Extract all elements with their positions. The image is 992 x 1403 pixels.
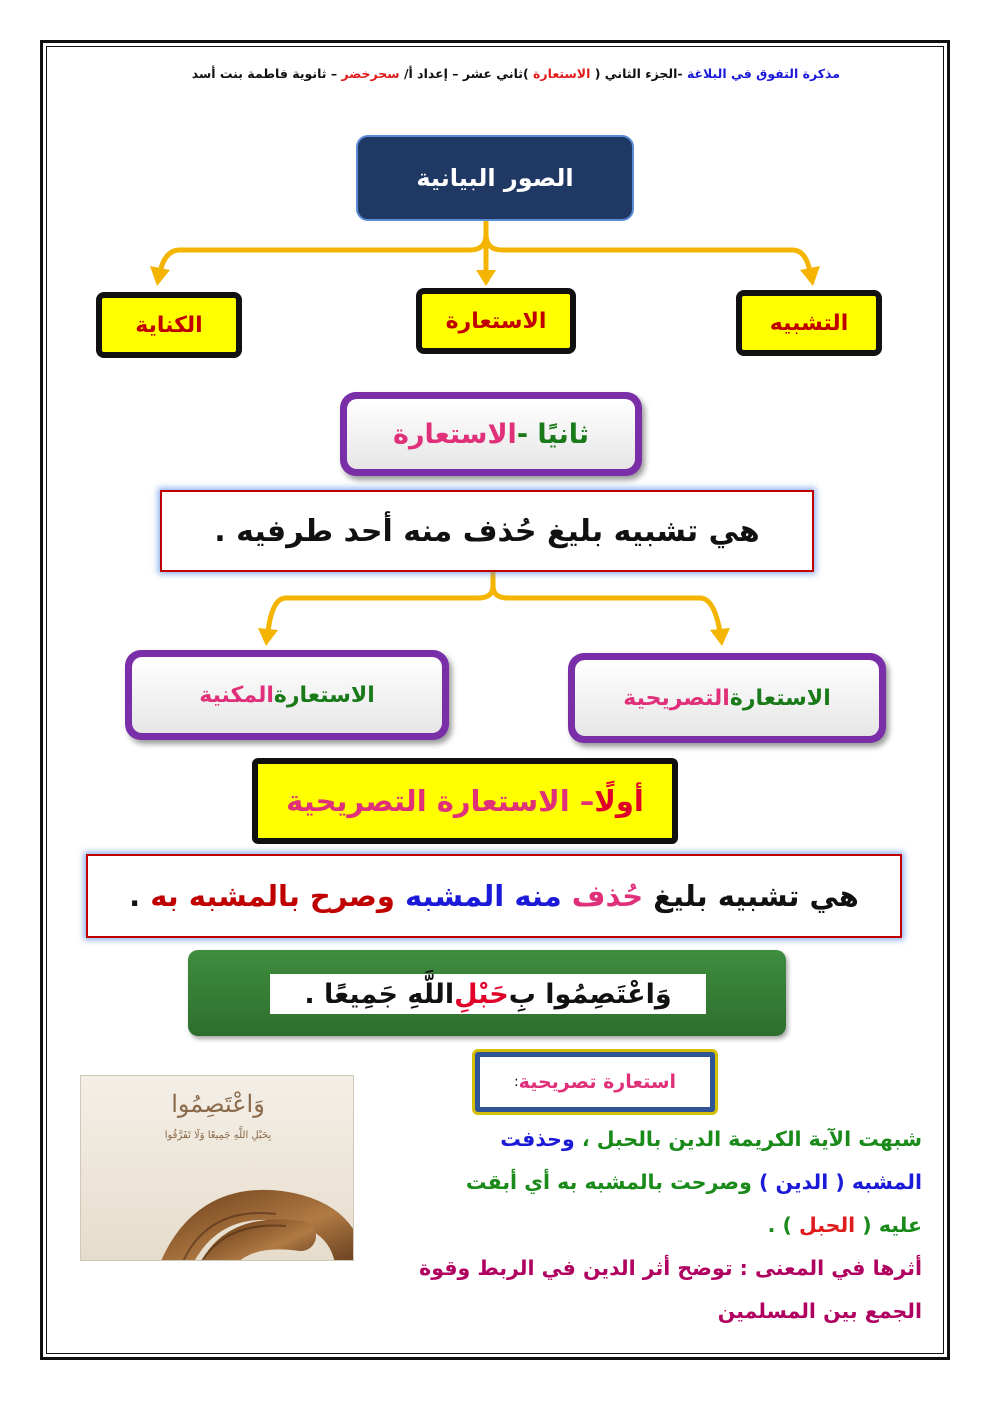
type-word: التصريحية <box>623 685 730 711</box>
type-word: الاستعارة <box>729 685 831 711</box>
verse-highlight: حَبْلِ <box>454 978 509 1010</box>
verse-box <box>188 950 786 1036</box>
header-part: )ثاني عشر – إعداد أ/ <box>399 66 534 81</box>
definition2-box <box>86 854 902 938</box>
tag-label: استعارة تصريحية <box>518 1071 677 1093</box>
header-part: -الجزء الثاني ( <box>590 66 687 81</box>
explain-part: الحبل <box>799 1213 856 1237</box>
subsection-number: أولًا <box>594 784 644 818</box>
explain-part: عليه ( <box>855 1213 922 1237</box>
def2-mushabbah-bih: وصرح بالمشبه به <box>150 879 395 913</box>
explain-part: وحذفت <box>500 1127 575 1151</box>
explain-effect: الجمع بين المسلمين <box>717 1299 922 1323</box>
header-author: سحرخضر <box>341 66 400 81</box>
explain-effect: أثرها في المعنى : توضح أثر الدين في الربط وقوة <box>419 1256 922 1280</box>
branch-label: التشبيه <box>769 310 849 336</box>
verse-part: وَاعْتَصِمُوا بِ <box>508 978 672 1010</box>
rope-verse-image <box>80 1075 354 1261</box>
explain-part: وصرحت بالمشبه به أي أبقت <box>465 1170 759 1194</box>
verse-text <box>270 974 706 1014</box>
def2-end: . <box>129 879 151 913</box>
definition-box <box>160 490 814 572</box>
subsection-topic: – الاستعارة التصريحية <box>286 784 595 818</box>
branch-label: الكناية <box>135 312 203 338</box>
subsection-title-box <box>252 758 678 844</box>
explanation-text <box>370 1118 922 1333</box>
branch-box-istiaara <box>416 288 576 354</box>
type-word: الاستعارة <box>273 682 375 708</box>
branch-box-tashbih <box>736 290 882 356</box>
header-school: – ثانوية فاطمة بنت أسد <box>191 66 342 81</box>
section-title-number: ثانيًا - <box>516 418 589 450</box>
diagram-root-label: الصور البيانية <box>416 164 574 192</box>
definition-text: هي تشبيه بليغ حُذف منه أحد طرفيه . <box>214 513 760 549</box>
header-topic: الاستعارة <box>533 66 591 81</box>
def2-text: هي تشبيه بليغ <box>643 879 859 913</box>
explain-part: المشبه ( الدين ) <box>759 1170 922 1194</box>
diagram-root-box <box>356 135 634 221</box>
branch-label: الاستعارة <box>445 308 547 334</box>
section-title-topic: الاستعارة <box>393 418 517 450</box>
section-title-box <box>340 392 642 476</box>
image-verse-line1: وَاعْتَصِمُوا <box>171 1090 265 1118</box>
type-box-makniya <box>125 650 449 740</box>
image-verse-line2: بِحَبْلِ اللَّهِ جَمِيعًا وَلَا تَفَرَّقُوا <box>164 1130 272 1141</box>
istiaara-type-tag <box>472 1049 718 1115</box>
type-word: المكنية <box>199 682 274 708</box>
header-title: مذكرة التفوق في البلاغة <box>686 66 840 81</box>
def2-deleted: حُذف <box>571 879 644 913</box>
branch-box-kinaya <box>96 292 242 358</box>
type-box-tasrihiya <box>568 653 886 743</box>
explain-part: شبهت الآية الكريمة الدين بالحبل ، <box>574 1127 922 1151</box>
def2-mushabbah: منه المشبه <box>394 879 572 913</box>
tag-colon: : <box>513 1074 519 1090</box>
verse-part: اللَّهِ جَمِيعًا . <box>304 978 455 1010</box>
explain-part: ) . <box>767 1213 799 1237</box>
